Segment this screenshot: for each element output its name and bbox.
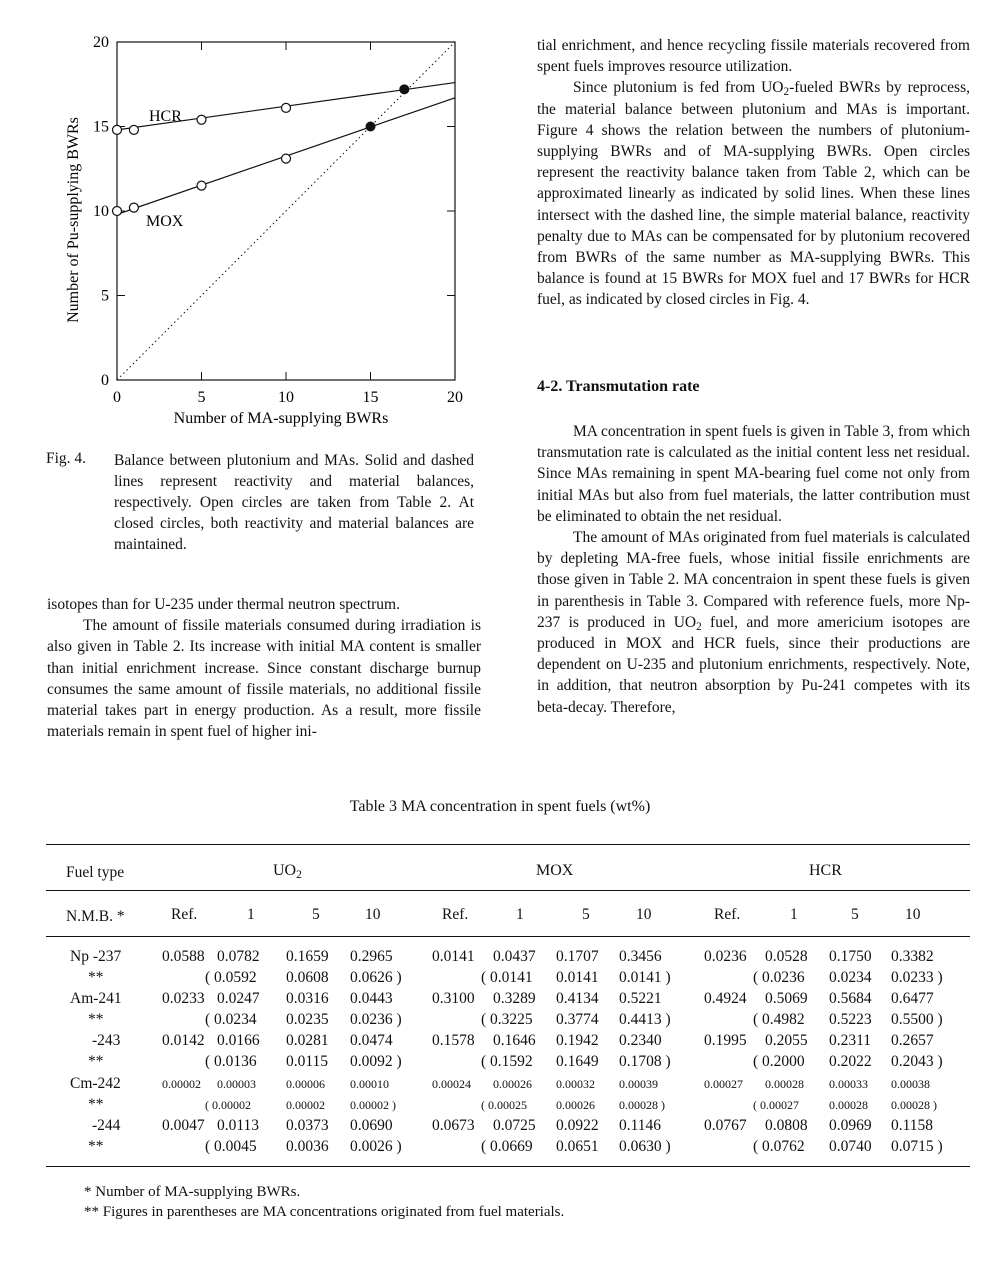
table-caption: Table 3 MA concentration in spent fuels (wt%) [349, 798, 651, 815]
table-cell: 0.00010 [350, 1077, 389, 1091]
table-cell: 0.00002 ) [350, 1098, 396, 1112]
table-cell: 0.0725 [493, 1117, 536, 1134]
table-cell: ( 0.4982 [753, 1011, 805, 1028]
table-cell: 0.0142 [162, 1032, 205, 1049]
table-cell: 0.0767 [704, 1117, 747, 1134]
table-row-label: -243 [92, 1032, 121, 1049]
table-row-label: Am-241 [70, 990, 122, 1007]
table-cell: 0.1659 [286, 948, 329, 965]
table-cell: 0.2340 [619, 1032, 662, 1049]
table-cell: 0.1942 [556, 1032, 599, 1049]
table-cell: ( 0.00002 [205, 1098, 251, 1112]
table-cell: 0.0166 [217, 1032, 260, 1049]
table-rule-top [46, 844, 970, 845]
table-cell: 0.00028 [765, 1077, 804, 1091]
table-cell: 0.0233 [162, 990, 205, 1007]
table-cell: 0.0630 ) [619, 1138, 671, 1155]
table-cell: 0.0316 [286, 990, 329, 1007]
table-cell: 0.00026 [493, 1077, 532, 1091]
table-cell: 0.00032 [556, 1077, 595, 1091]
table-cell: 0.1158 [891, 1117, 934, 1134]
table-header-uo2: $UO_2$ [273, 862, 302, 881]
table-cell: 0.0092 ) [350, 1053, 402, 1070]
table-cell: 0.2657 [891, 1032, 934, 1049]
table-cell: 0.0236 [704, 948, 747, 965]
table-cell: 0.0233 ) [891, 969, 943, 986]
table-rule-subheader [46, 936, 970, 937]
right-paragraph-1: tial enrichment, and hence recycling fissile materials recovered from spent fuels improves resource utilization. [537, 37, 970, 76]
table-cell: 0.0608 [286, 969, 329, 986]
table-cell: 0.3456 [619, 948, 662, 965]
table-cell: 0.5223 [829, 1011, 872, 1028]
table-cell: ( 0.0236 [753, 969, 805, 986]
table-cell: 0.1578 [432, 1032, 475, 1049]
table-subhead: 10 [636, 906, 652, 923]
table-cell: 0.1146 [619, 1117, 662, 1134]
right-column [537, 35, 970, 311]
table-cell: ( 0.0234 [205, 1011, 257, 1028]
table-header-nmb: N.M.B. * [66, 908, 125, 925]
hcr-series-label: HCR [149, 108, 182, 125]
table-cell: 0.00033 [829, 1077, 868, 1091]
table-header-mox: MOX [536, 862, 574, 879]
table-row-label: ** [88, 969, 104, 986]
x-tick-label: 15 [362, 389, 379, 406]
hcr-open-point [113, 125, 122, 134]
table-cell: 0.00026 [556, 1098, 595, 1112]
table-row-label: Np -237 [70, 948, 122, 965]
y-tick-label: 5 [101, 287, 109, 305]
mox-open-point [113, 207, 122, 216]
table-cell: 0.0673 [432, 1117, 475, 1134]
left-paragraph-1: isotopes than for U-235 under thermal neutron spectrum. [47, 596, 400, 613]
table-cell: 0.1646 [493, 1032, 536, 1049]
mox-series-label: MOX [146, 213, 184, 230]
table-cell: 0.0740 [829, 1138, 872, 1155]
table-cell: 0.0651 [556, 1138, 599, 1155]
table-cell: 0.3100 [432, 990, 475, 1007]
table-cell: 0.0474 [350, 1032, 393, 1049]
table-cell: 0.4134 [556, 990, 599, 1007]
y-tick-label: 0 [101, 372, 109, 389]
x-tick-label: 10 [278, 389, 294, 406]
table-cell: 0.00006 [286, 1077, 325, 1091]
table-cell: 0.4924 [704, 990, 747, 1007]
table-cell: ( 0.0045 [205, 1138, 257, 1155]
right-paragraph-2: Since plutonium is fed from $UO_2$-fueled BWRs by reprocess, the material balance between plutonium and MAs is important. Figure 4 shows the relation between the numbers of plutonium-supplying BWRs and of MA-supplying BWRs. Open circles represent the reactivity balance taken from Table 2, which can be approximated linearly as indicated by solid lines. When these lines intersect with the dashed line, the simple material balance, reactivity penalty due to MAs can be compensated for by plutonium recovered from BWRs of the same number as MA-supplying BWRs. This balance is found at 15 BWRs for MOX fuel and 17 BWRs for HCR fuel, as indicated by closed circles in Fig. 4. [537, 79, 970, 309]
table-header-fuel-type: Fuel type [66, 864, 125, 881]
table-cell: 0.5500 ) [891, 1011, 943, 1028]
table-cell: 0.00003 [217, 1077, 256, 1091]
mox-open-point [282, 154, 291, 163]
table-cell: 0.5684 [829, 990, 872, 1007]
table-cell: 0.0036 [286, 1138, 329, 1155]
table-cell: 0.2055 [765, 1032, 808, 1049]
table-cell: 0.0113 [217, 1117, 260, 1134]
table-cell: 0.0690 [350, 1117, 393, 1134]
table-subhead: 10 [365, 906, 381, 923]
table-cell: 0.5221 [619, 990, 662, 1007]
table-cell: ( 0.0669 [481, 1138, 533, 1155]
figure-caption-text: Balance between plutonium and MAs. Solid and dashed lines represent reactivity and material balances, respectively. Open circles are taken from Table 2. At closed circles, both reactivity and material balances are maintained. [114, 452, 474, 553]
table-cell: 0.00028 ) [619, 1098, 665, 1112]
table-cell: 0.2965 [350, 948, 393, 965]
table-cell: 0.00038 [891, 1077, 930, 1091]
x-tick-label: 20 [447, 389, 463, 406]
hcr-open-point [197, 115, 206, 124]
table-row-label: ** [88, 1011, 104, 1028]
x-tick-label: 5 [197, 389, 206, 406]
table-rule-header [46, 890, 970, 891]
table-subhead: 5 [851, 906, 859, 923]
table-cell: ( 0.2000 [753, 1053, 805, 1070]
table-cell: 0.0969 [829, 1117, 872, 1134]
table-cell: 0.1707 [556, 948, 599, 965]
x-axis-label: Number of MA-supplying BWRs [173, 410, 389, 427]
table-cell: 0.5069 [765, 990, 808, 1007]
table-subhead: 5 [312, 906, 320, 923]
table-cell: 0.2022 [829, 1053, 872, 1070]
table-row-label: ** [88, 1096, 104, 1113]
table-cell: ( 0.0141 [481, 969, 533, 986]
table-cell: 0.0141 [556, 969, 599, 986]
footnote-2: ** Figures in parentheses are MA concentrations originated from fuel materials. [84, 1204, 565, 1220]
table-cell: ( 0.0592 [205, 969, 257, 986]
table-row-label: ** [88, 1138, 104, 1155]
table-cell: ( 0.1592 [481, 1053, 533, 1070]
right-paragraph-3: MA concentration in spent fuels is given in Table 3, from which transmutation rate is calculated as the initial content less net residual. Since MAs remaining in spent MA-bearing fuel come not only from initial MAs but also from fuel materials, the latter contribution must be eliminated to obtain the net residual. [537, 423, 970, 525]
table-cell: 0.00028 [829, 1098, 868, 1112]
table-cell: 0.0236 ) [350, 1011, 402, 1028]
section-title: 4-2. Transmutation rate [537, 378, 700, 395]
y-tick-label: 10 [93, 203, 109, 220]
table-subhead: 1 [247, 906, 255, 923]
table-cell: ( 0.00027 [753, 1098, 799, 1112]
left-column [47, 594, 481, 742]
mox-open-point [129, 203, 138, 212]
table-cell: 0.1708 ) [619, 1053, 671, 1070]
left-paragraph-2: The amount of fissile materials consumed during irradiation is also given in Table 2. Its increase with initial MA content is smaller than initial enrichment increase. Since constant discharge burnup consumes the same amount of fissile materials, no additional fissile material takes part in energy production. As a result, more fissile materials remain in spent fuel of higher ini- [47, 617, 481, 741]
table-cell: 0.1995 [704, 1032, 747, 1049]
table-cell: 0.2043 ) [891, 1053, 943, 1070]
table-cell: 0.3289 [493, 990, 536, 1007]
table-cell: 0.3774 [556, 1011, 599, 1028]
table-cell: 0.4413 ) [619, 1011, 671, 1028]
table-row-label: -244 [92, 1117, 121, 1134]
table-cell: 0.00028 ) [891, 1098, 937, 1112]
table-cell: 0.0247 [217, 990, 260, 1007]
table-cell: 0.0026 ) [350, 1138, 402, 1155]
table-subhead: 1 [790, 906, 798, 923]
table-cell: 0.0281 [286, 1032, 329, 1049]
mox-open-point [197, 181, 206, 190]
table-cell: 0.0808 [765, 1117, 808, 1134]
footnote-1: * Number of MA-supplying BWRs. [84, 1184, 301, 1200]
table-row-label: Cm-242 [70, 1075, 121, 1092]
table-cell: 0.0235 [286, 1011, 329, 1028]
table-cell: 0.0437 [493, 948, 536, 965]
figure-caption-label: Fig. 4. [46, 450, 87, 467]
table-cell: 0.00039 [619, 1077, 658, 1091]
table-subhead: 10 [905, 906, 921, 923]
table-cell: 0.0141 [432, 948, 475, 965]
hcr-open-point [282, 103, 291, 112]
table-cell: 0.0588 [162, 948, 205, 965]
table-cell: 0.0141 ) [619, 969, 671, 986]
table-cell: 0.0373 [286, 1117, 329, 1134]
y-tick-label: 20 [93, 34, 109, 51]
table-cell: 0.1649 [556, 1053, 599, 1070]
table-row-label: ** [88, 1053, 104, 1070]
mox-closed-point [366, 122, 376, 132]
table-rule-bottom [46, 1166, 970, 1167]
table-cell: 0.6477 [891, 990, 934, 1007]
table-cell: 0.0922 [556, 1117, 599, 1134]
table-cell: 0.00027 [704, 1077, 743, 1091]
y-axis-label: Number of Pu-supplying BWRs [65, 117, 82, 323]
fig4-chart [60, 28, 480, 428]
table-header-hcr: HCR [809, 862, 842, 879]
table-cell: ( 0.00025 [481, 1098, 527, 1112]
table-cell: 0.0115 [286, 1053, 329, 1070]
table-cell: ( 0.0136 [205, 1053, 257, 1070]
table-cell: 0.00002 [286, 1098, 325, 1112]
material-balance-dashed-line [117, 42, 455, 380]
table-cell: 0.0715 ) [891, 1138, 943, 1155]
x-tick-label: 0 [113, 389, 121, 406]
table-cell: 0.00024 [432, 1077, 471, 1091]
table-cell: 0.0782 [217, 948, 260, 965]
table-cell: 0.0443 [350, 990, 393, 1007]
y-tick-label: 15 [93, 118, 109, 136]
table-cell: 0.2311 [829, 1032, 872, 1049]
table-subhead: Ref. [171, 906, 198, 923]
table-cell: ( 0.3225 [481, 1011, 533, 1028]
table-subhead: 1 [516, 906, 524, 923]
table-cell: ( 0.0762 [753, 1138, 805, 1155]
table-cell: 0.0626 ) [350, 969, 402, 986]
table-cell: 0.0528 [765, 948, 808, 965]
right-paragraph-4: The amount of MAs originated from fuel materials is calculated by depleting MA-free fuels, whose initial fissile enrichments are those given in Table 2. MA concentraion in spent these fuels is given in parenthesis in Table 3. Compared with reference fuels, more Np-237 is produced in $UO_2$ fuel, and more americium isotopes are produced in MOX and HCR fuels, since their productions are dependent on U-235 and plutonium enrichments, respectively. Note, in addition, that neutron absorption by Pu-241 competes with its beta-decay. Therefore, [537, 529, 970, 716]
table-cell: 0.3382 [891, 948, 934, 965]
table-cell: 0.1750 [829, 948, 872, 965]
table-cell: 0.0234 [829, 969, 872, 986]
table-subhead: Ref. [442, 906, 469, 923]
table-subhead: 5 [582, 906, 590, 923]
hcr-open-point [129, 125, 138, 134]
table-cell: 0.0047 [162, 1117, 205, 1134]
table-cell: 0.00002 [162, 1077, 201, 1091]
table-subhead: Ref. [714, 906, 741, 923]
right-column-lower [537, 421, 970, 718]
